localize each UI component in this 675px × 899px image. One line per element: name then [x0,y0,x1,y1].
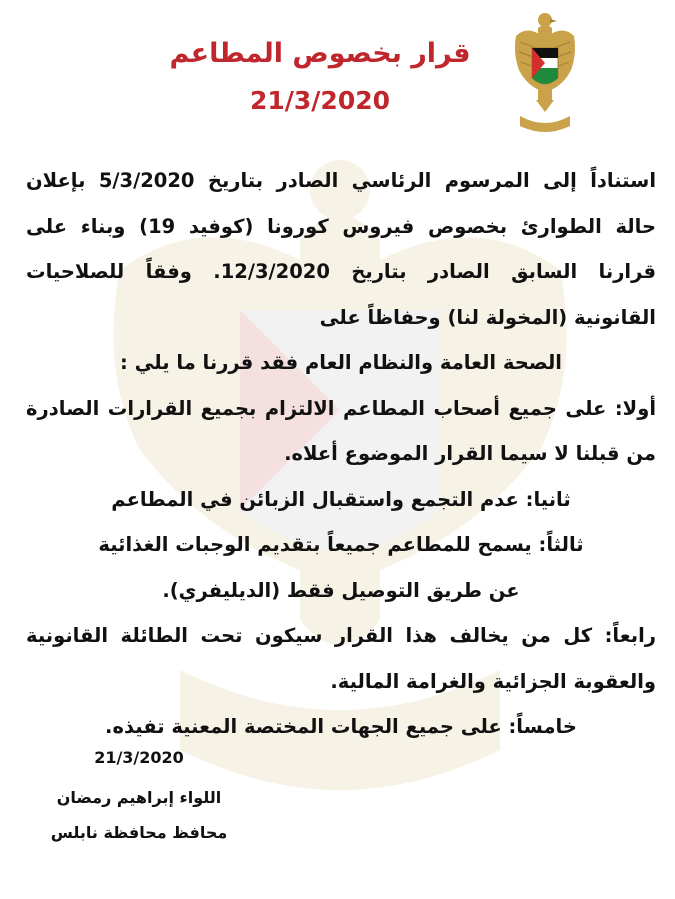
clause-fourth: رابعاً: كل من يخالف هذا القرار سيكون تحت الطائلة القانونية والعقوبة الجزائية والغرامة المالية. [26,624,656,693]
clause-third-continued: عن طريق التوصيل فقط (الديليفري). [162,578,520,602]
decision-intro: الصحة العامة والنظام العام فقد قررنا ما يلي : [119,351,562,374]
signatory-position: محافظ محافظة نابلس [50,823,228,842]
clause-fifth: خامساً: على جميع الجهات المختصة المعنية تفيذه. [105,715,577,738]
clause-second: ثانيا: عدم التجمع واستقبال الزبائن في المطاعم [111,487,571,511]
preamble-paragraph: استناداً إلى المرسوم الرئاسي الصادر بتاريخ 5/3/2020 بإعلان حالة الطوارئ بخصوص فيروس كورونا (كوفيد 19) وبناء على قرارنا السابق الصادر بتاريخ 12/3/2020. وفقاً للصلاحيات القانونية (المخولة لنا) وحفاظاً على [26,169,656,329]
signature-date: 21/3/2020 [94,748,184,767]
palestine-eagle-emblem-icon [512,8,578,136]
clause-first: أولا: على جميع أصحاب المطاعم الالتزام بجميع القرارات الصادرة من قبلنا لا سيما القرار الموضوع أعلاه. [26,396,656,465]
document-title: قرار بخصوص المطاعم [169,38,471,69]
decision-body [26,158,656,750]
document-date: 21/3/2020 [249,86,391,115]
clause-third: ثالثاً: يسمح للمطاعم جميعاً بتقديم الوجبات الغذائية [98,533,584,556]
signatory-name: اللواء إبراهيم رمضان [56,788,222,807]
